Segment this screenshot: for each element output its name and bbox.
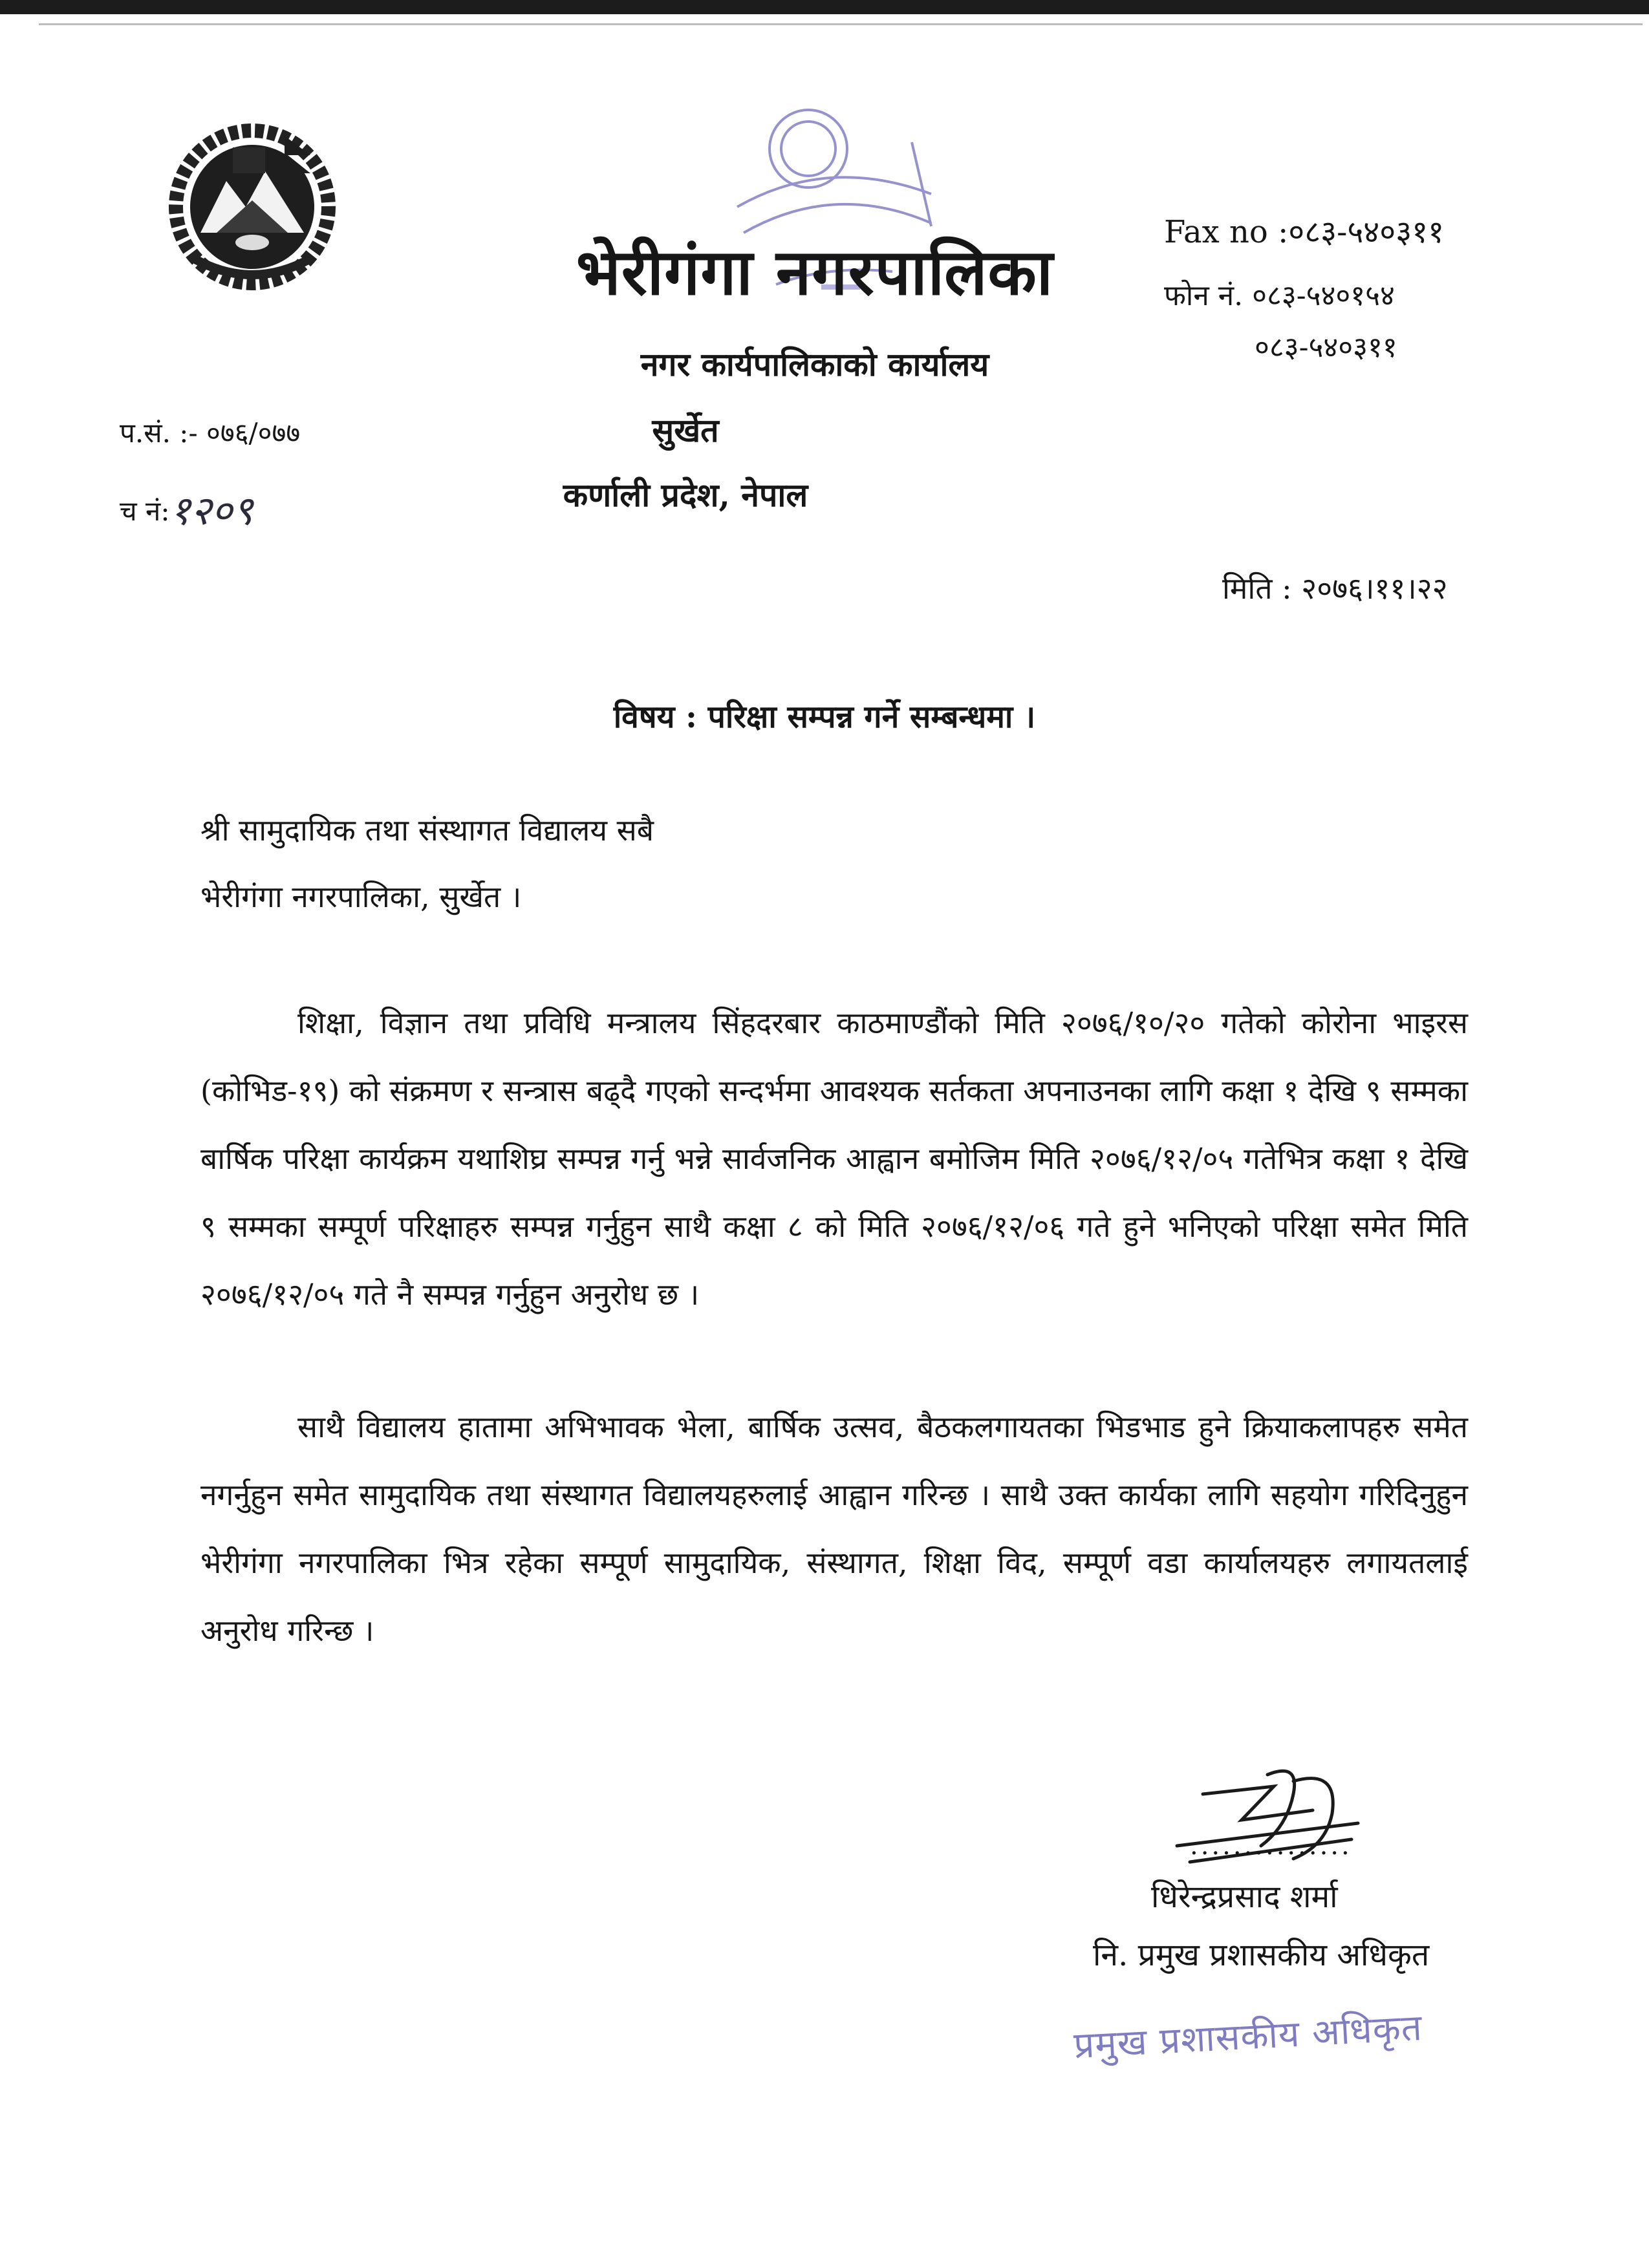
province-name: कर्णाली प्रदेश, नेपाल — [563, 476, 808, 514]
patra-sankhya — [120, 414, 300, 451]
recipient-line-2: भेरीगंगा नगरपालिका, सुर्खेत । — [200, 879, 522, 914]
fax-number: Fax no :०८३-५४०३११ — [1164, 214, 1445, 250]
body-paragraph-1: शिक्षा, विज्ञान तथा प्रविधि मन्त्रालय सिंहदरबार काठमाण्डौंको मिति २०७६/१०/२० गतेको कोरोना भाइरस (कोभिड-१९) को संक्रमण र सन्त्रास बढ्दै गएको सन्दर्भमा आवश्यक सर्तकता अपनाउनका लागि कक्षा १ देखि ९ सम्मका बार्षिक परिक्षा कार्यक्रम यथाशिघ्र सम्पन्न गर्नु भन्ने सार्वजनिक आह्वान बमोजिम मिति २०७६/१२/०५ गतेभित्र कक्षा १ देखि ९ सम्मका सम्पूर्ण परिक्षाहरु सम्पन्न गर्नुहुन साथै कक्षा ८ को मिति २०७६/१२/०६ गते हुने भनिएको परिक्षा समेत मिति २०७६/१२/०५ गते नै सम्पन्न गर्नुहुन अनुरोध छ । — [200, 1005, 1468, 1312]
district-name: सुर्खेत — [652, 411, 719, 449]
letter-date: मिति : २०७६।११।२२ — [1222, 571, 1448, 606]
chalani-label: च नं: — [120, 495, 170, 527]
scan-top-edge — [0, 0, 1649, 14]
patra-sankhya-label: प.सं. :- — [120, 417, 198, 449]
body-paragraph-2: साथै विद्यालय हातामा अभिभावक भेला, बार्षिक उत्सव, बैठकलगायतका भिडभाड हुने क्रियाकलापहरु समेत नगर्नुहुन समेत सामुदायिक तथा संस्थागत विद्यालयहरुलाई आह्वान गरिन्छ । साथै उक्त कार्यका लागि सहयोग गरिदिनुहुन भेरीगंगा नगरपालिका भित्र रहेका सम्पूर्ण सामुदायिक, संस्थागत, शिक्षा विद, सम्पूर्ण वडा कार्यालयहरु लगायतलाई अनुरोध गरिन्छ । — [200, 1409, 1468, 1648]
recipient-line-1: श्री सामुदायिक तथा संस्थागत विद्यालय सबै — [200, 813, 654, 848]
signature-dotted-line: ............... — [1190, 1831, 1352, 1861]
office-name: नगर कार्यपालिकाको कार्यालय — [640, 345, 989, 383]
phone-number-2: ०८३-५४०३११ — [1255, 331, 1397, 364]
municipality-name: भेरीगंगा नगरपालिका — [576, 235, 1054, 310]
patra-sankhya-value: ०७६/०७७ — [206, 417, 301, 449]
phone-number-1: फोन नं. ०८३-५४०१५४ — [1164, 279, 1395, 312]
signatory-name: धिरेन्द्रप्रसाद शर्मा — [1151, 1879, 1338, 1915]
designation-stamp: प्रमुख प्रशासकीय अधिकृत — [1072, 2006, 1424, 2068]
letter-subject: विषय : परिक्षा सम्पन्न गर्ने सम्बन्धमा । — [613, 699, 1036, 735]
nepal-emblem-logo — [155, 110, 349, 297]
scan-border-line — [39, 23, 1643, 25]
chalani-number — [120, 478, 253, 533]
signatory-designation: नि. प्रमुख प्रशासकीय अधिकृत — [1093, 1937, 1430, 1973]
chalani-value: १२०९ — [169, 487, 253, 534]
